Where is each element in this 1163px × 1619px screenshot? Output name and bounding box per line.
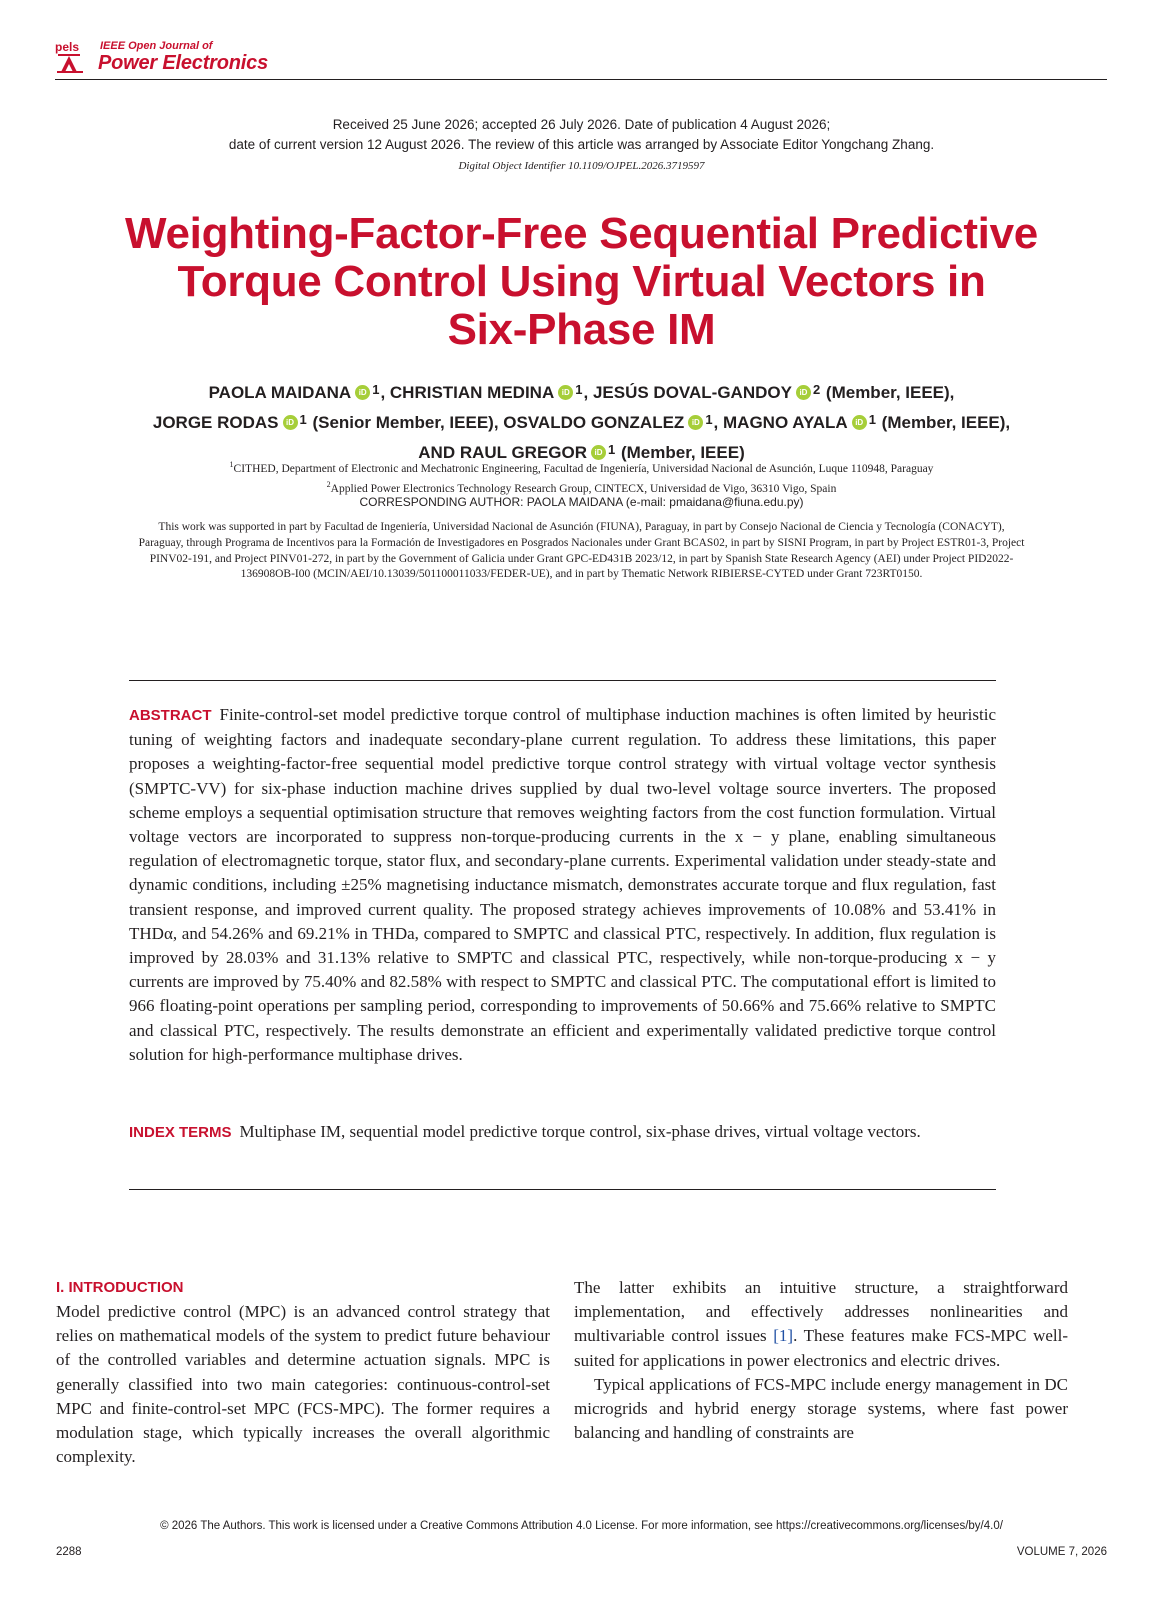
- affiliation-number: 1: [705, 412, 713, 427]
- affiliation-number: 1: [868, 412, 876, 427]
- logo-text: pels: [55, 40, 80, 54]
- journal-name-prefix: IEEE Open Journal of: [100, 40, 213, 52]
- left-column: [56, 1300, 550, 1469]
- orcid-icon[interactable]: iD: [355, 385, 370, 400]
- received-line-1: Received 25 June 2026; accepted 26 July 2026. Date of publication 4 August 2026;: [332, 117, 831, 132]
- orcid-icon[interactable]: iD: [591, 445, 606, 460]
- license-note: © 2026 The Authors. This work is licensed under a Creative Commons Attribution 4.0 License. For more information, see https://creativecommons.org/licenses/by/4.0/: [160, 1520, 1003, 1532]
- title-line-1: Weighting-Factor-Free Sequential Predictive: [125, 209, 1038, 258]
- affiliation-1: $^1$CITHED, Department of Electronic and Mechatronic Engineering, Facultad de Ingeniería, Universidad Nacional de Asunción, Luque 110948, Paraguay: [229, 460, 934, 475]
- author-suffix: (Senior Member, IEEE),: [307, 413, 499, 432]
- received-info: [100, 115, 1063, 155]
- page-number: 2288: [56, 1546, 82, 1558]
- affiliation-number: 1: [608, 442, 616, 457]
- abstract-label: ABSTRACT: [129, 707, 212, 724]
- author-name: AND RAUL GREGOR: [418, 443, 588, 462]
- citation-link[interactable]: [1]: [773, 1326, 794, 1346]
- paragraph: Typical applications of FCS-MPC include energy management in DC microgrids and hybrid energy storage systems, where fast power balancing and handling of constraints are: [574, 1374, 1068, 1443]
- author-suffix: (Member, IEEE),: [821, 383, 955, 402]
- affiliation-number: 1: [299, 412, 307, 427]
- index-terms: [129, 1120, 996, 1145]
- affiliation-number: 2: [812, 382, 821, 397]
- author-suffix: ,: [713, 413, 719, 432]
- author-name: PAOLA MAIDANA: [208, 383, 352, 402]
- author-name: CHRISTIAN MEDINA: [389, 383, 555, 402]
- author-suffix: ,: [380, 383, 386, 402]
- author-suffix: (Member, IEEE),: [876, 413, 1011, 432]
- corresponding-author: CORRESPONDING AUTHOR: PAOLA MAIDANA (e-mail: pmaidana@fiuna.edu.py): [359, 495, 804, 509]
- author-name: OSVALDO GONZALEZ: [503, 413, 685, 432]
- orcid-icon[interactable]: iD: [852, 415, 867, 430]
- orcid-icon[interactable]: iD: [558, 385, 573, 400]
- title-line-2: Torque Control Using Virtual Vectors in: [177, 257, 986, 306]
- affiliation-2: $^2$Applied Power Electronics Technology Research Group, CINTECX, Universidad de Vigo, 36310 Vigo, Spain: [326, 479, 837, 495]
- pels-logo-icon: [55, 40, 85, 74]
- funding-note: This work was supported in part by Facultad de Ingeniería, Universidad Nacional de Asunción (FIUNA), Paraguay, in part by Consejo Nacional de Ciencia y Tecnología (CONACYT), Paraguay, through Programa de Incentivos para la Formación de Investigadores en Posgrados Nacionales under Grant BCAS02, in part by SISNI Program, in part by Project ESTR01-3, Project PINV02-191, and Project PINV01-272, in part by the Government of Galicia under Grant GPC-ED431B 2023/12, in part by Spanish State Research Agency (AEI) under Project PID2022-136908OB-I00 (MCIN/AEI/10.13039/501100011033/FEDER-UE), and in part by Thematic Network RIBIERSE-CYTED under Grant 723RT0150.: [138, 521, 1025, 581]
- paper-title: [90, 210, 1073, 354]
- author-list: [60, 376, 1103, 466]
- title-line-3: Six-Phase IM: [447, 305, 716, 354]
- affiliation-number: 1: [372, 382, 380, 397]
- paragraph: The latter exhibits an intuitive structure, a straightforward implementation, and effectively addresses nonlinearities and multivariable control issues [1]. These features make FCS-MPC well-suited for applications in power electronics and electric drives.: [574, 1278, 1068, 1370]
- orcid-icon[interactable]: iD: [796, 385, 811, 400]
- doi: Digital Object Identifier 10.1109/OJPEL.2026.3719597: [458, 160, 705, 172]
- journal-name: Power Electronics: [98, 52, 268, 74]
- author-name: JORGE RODAS: [152, 413, 279, 432]
- abstract-bottom-rule: [129, 1189, 996, 1190]
- abstract-text: Finite-control-set model predictive torque control of multiphase induction machines is often limited by heuristic tuning of weighting factors and inadequate secondary-plane current regulation. To address these limitations, this paper proposes a weighting-factor-free sequential model predictive torque control strategy with virtual voltage vector synthesis (SMPTC-VV) for six-phase induction machine drives supplied by dual two-level voltage source inverters. The proposed scheme employs a sequential optimisation structure that removes weighting factors from the cost function formulation. Virtual voltage vectors are incorporated to suppress non-torque-producing currents in the x − y plane, enabling simultaneous regulation of electromagnetic torque, stator flux, and secondary-plane currents. Experimental validation under steady-state and dynamic conditions, including ±25% magnetising inductance mismatch, demonstrates accurate torque and flux regulation, fast transient response, and improved current quality. The proposed strategy achieves improvements of 10.08% and 53.41% in THDα, and 54.26% and 69.21% in THDa, compared to SMPTC and classical PTC, respectively. In addition, flux regulation is improved by 28.03% and 31.13% relative to SMPTC and classical PTC, respectively, while non-torque-producing x − y currents are improved by 75.40% and 82.58% with respect to SMPTC and classical PTC. The computational effort is limited to 966 floating-point operations per sampling period, corresponding to improvements of 50.66% and 75.66% relative to SMPTC and classical PTC, respectively. The results demonstrate an efficient and experimentally validated predictive torque control solution for high-performance multiphase drives.: [129, 705, 996, 1064]
- received-line-2: date of current version 12 August 2026. The review of this article was arranged by Associate Editor Yongchang Zhang.: [228, 137, 935, 152]
- abstract-top-rule: [129, 680, 996, 681]
- orcid-icon[interactable]: iD: [283, 415, 298, 430]
- section-heading: I. INTRODUCTION: [56, 1279, 184, 1296]
- header-divider: [55, 79, 1107, 80]
- affiliations: [100, 457, 1063, 497]
- author-suffix: (Member, IEEE): [616, 443, 745, 462]
- index-terms-text: Multiphase IM, sequential model predictive torque control, six-phase drives, virtual voltage vectors.: [239, 1122, 921, 1141]
- index-terms-label: INDEX TERMS: [129, 1124, 232, 1141]
- right-column: [574, 1276, 1068, 1445]
- orcid-icon[interactable]: iD: [688, 415, 703, 430]
- abstract: [129, 703, 996, 1067]
- author-name: MAGNO AYALA: [723, 413, 848, 432]
- affiliation-number: 1: [575, 382, 583, 397]
- paragraph: Model predictive control (MPC) is an advanced control strategy that relies on mathematical models of the system to predict future behaviour of the controlled variables and determine actuation signals. MPC is generally classified into two main categories: continuous-control-set MPC and finite-control-set MPC (FCS-MPC). The former requires a modulation stage, which typically increases the overall algorithmic complexity.: [56, 1302, 550, 1467]
- volume-info: VOLUME 7, 2026: [1016, 1546, 1107, 1558]
- author-name: JESÚS DOVAL-GANDOY: [592, 383, 792, 402]
- author-suffix: ,: [583, 383, 589, 402]
